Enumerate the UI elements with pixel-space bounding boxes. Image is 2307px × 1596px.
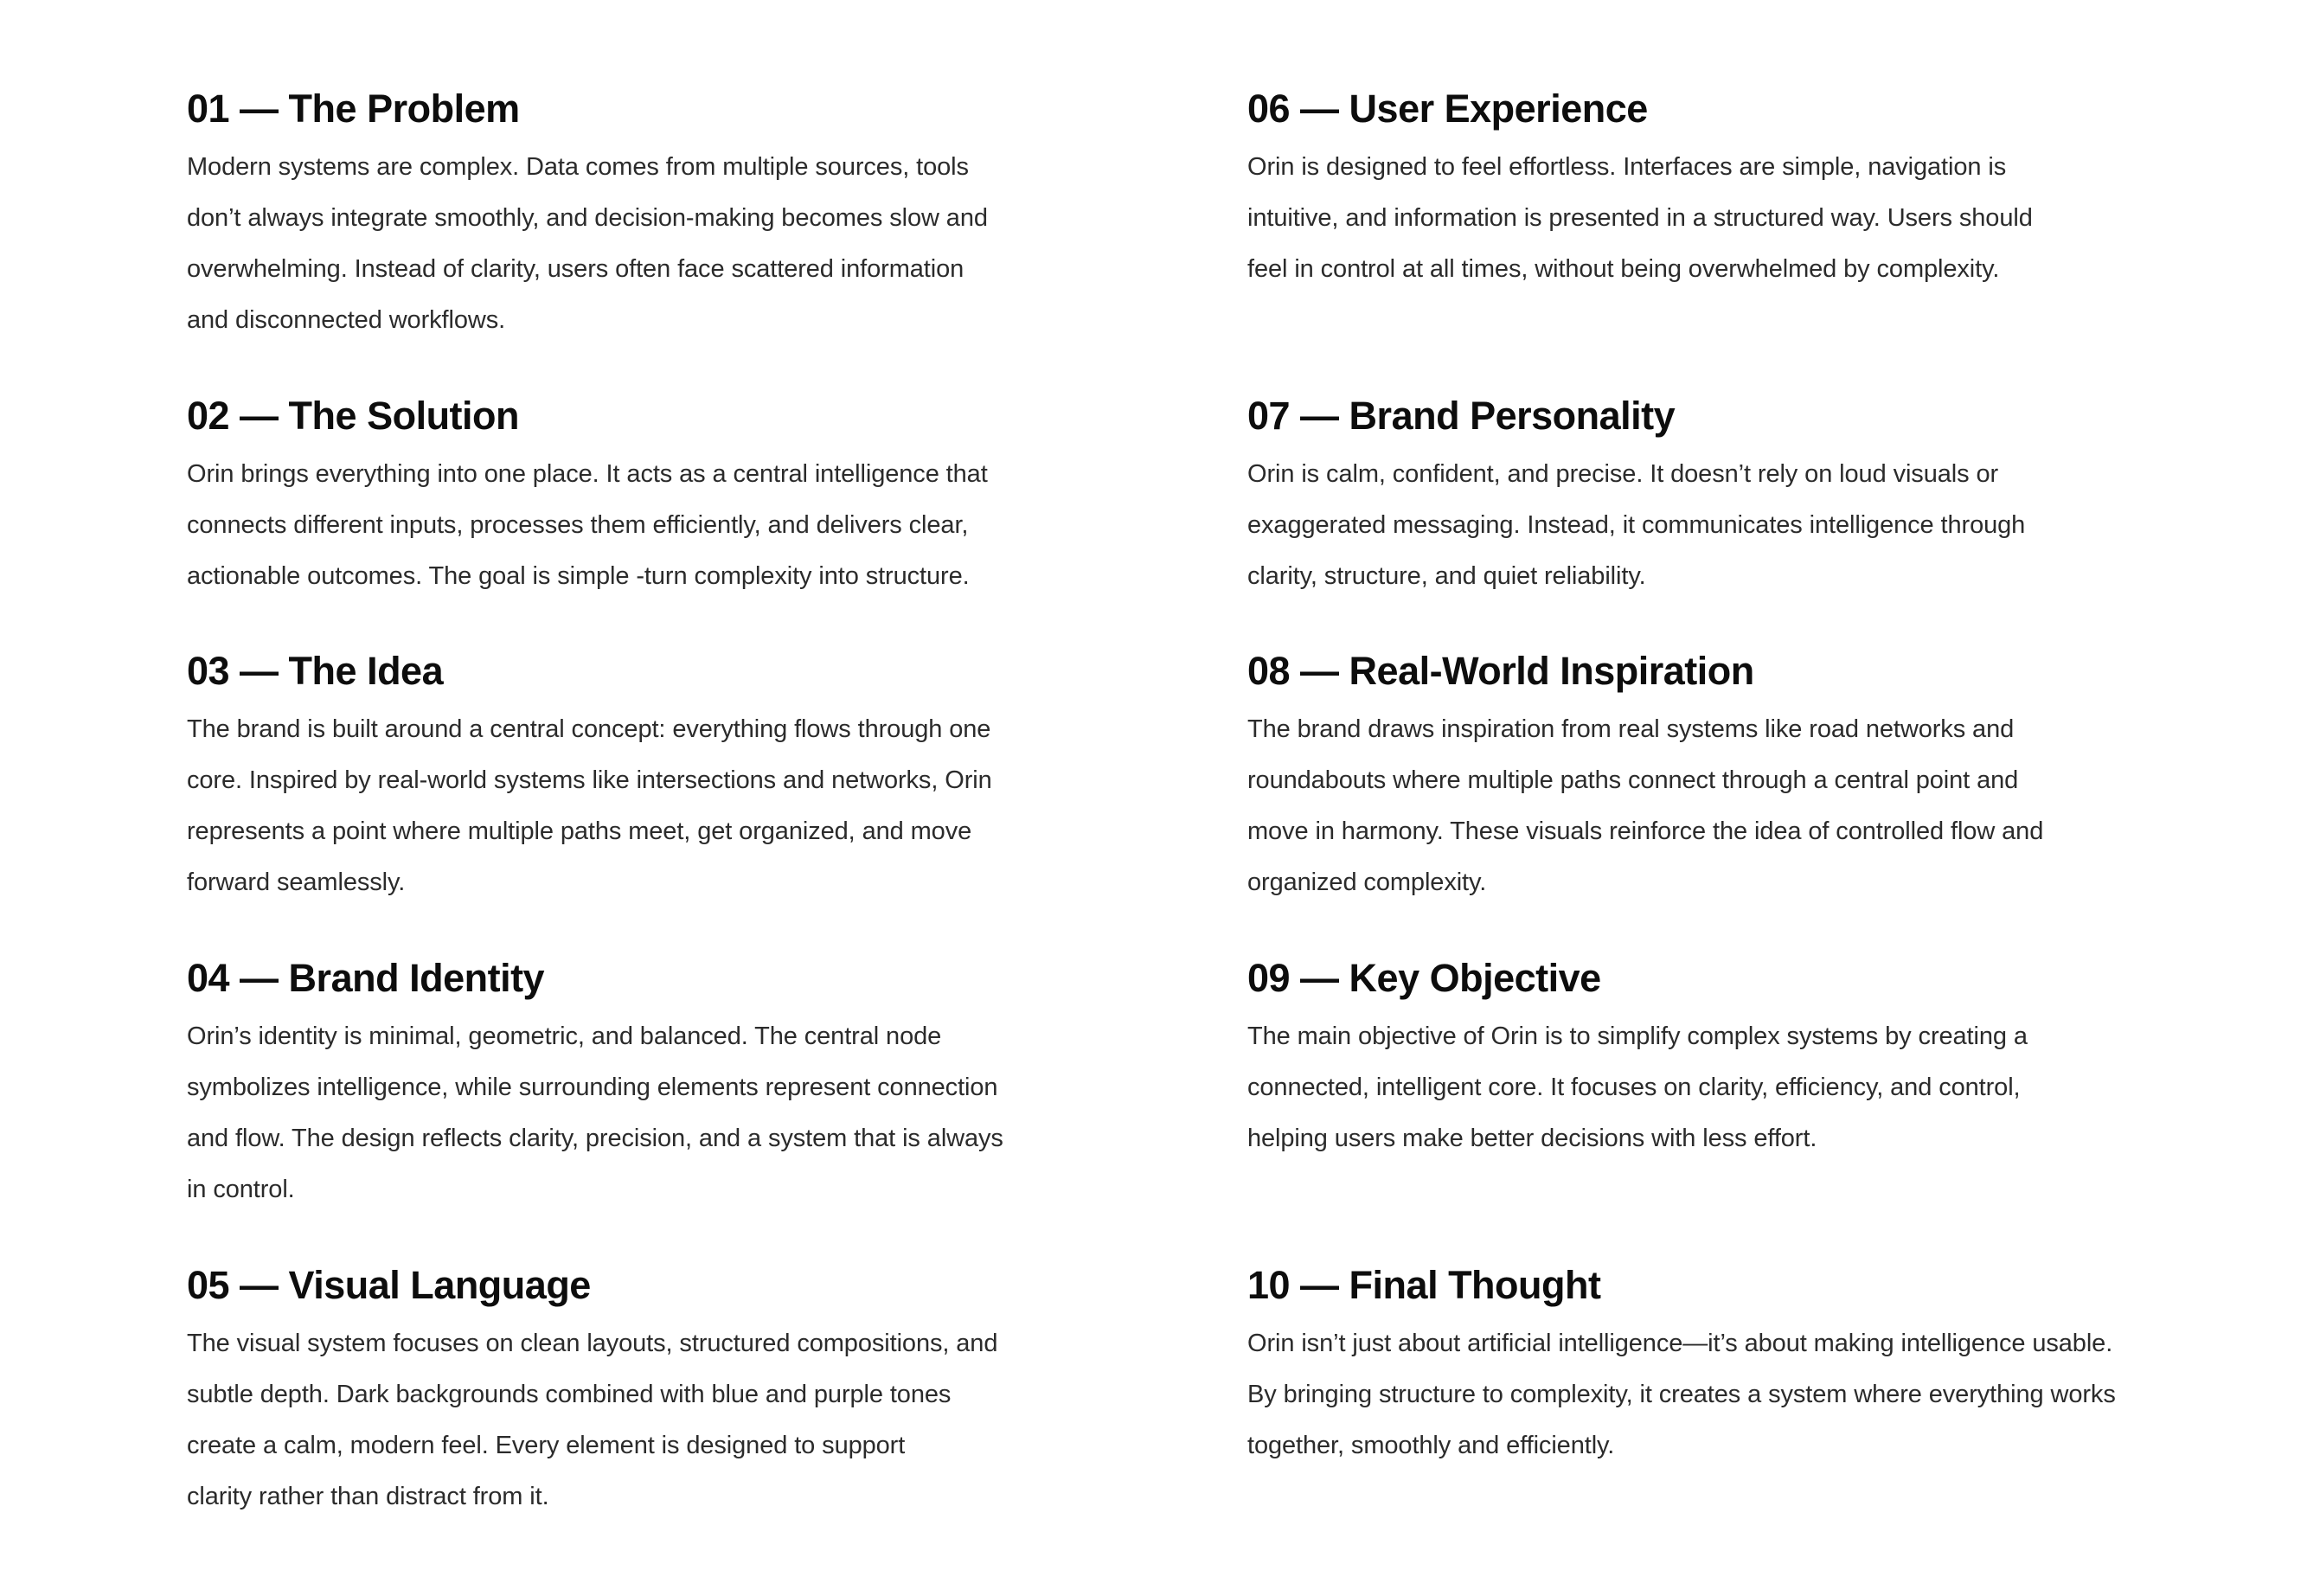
section-the-solution xyxy=(187,394,1035,602)
section-title: 02 — The Solution xyxy=(187,394,520,438)
section-title: 06 — User Experience xyxy=(1247,87,1648,131)
section-visual-language xyxy=(187,1263,1035,1522)
section-body xyxy=(1247,1318,2164,1471)
section-the-idea xyxy=(187,649,1035,908)
body-line: represents a point where multiple paths meet, get organized, and move xyxy=(187,817,972,845)
section-user-experience xyxy=(1247,87,2164,295)
body-line: connected, intelligent core. It focuses on clarity, efficiency, and control, xyxy=(1247,1074,2021,1101)
body-line: Orin’s identity is minimal, geometric, and balanced. The central node xyxy=(187,1022,942,1050)
body-line: clarity, structure, and quiet reliability. xyxy=(1247,562,1646,590)
section-title: 10 — Final Thought xyxy=(1247,1263,1601,1307)
body-line: Orin is designed to feel effortless. Interfaces are simple, navigation is xyxy=(1247,153,2007,181)
section-body xyxy=(1247,142,2164,295)
body-line: helping users make better decisions with less effort. xyxy=(1247,1125,1817,1152)
body-line: forward seamlessly. xyxy=(187,869,406,896)
body-line: symbolizes intelligence, while surrounding elements represent connection xyxy=(187,1074,998,1101)
body-line: The main objective of Orin is to simplify complex systems by creating a xyxy=(1247,1022,2028,1050)
body-line: Orin is calm, confident, and precise. It doesn’t rely on loud visuals or xyxy=(1247,460,1999,488)
section-body xyxy=(1247,704,2164,908)
body-line: By bringing structure to complexity, it creates a system where everything works xyxy=(1247,1381,2116,1408)
section-body xyxy=(1247,1011,2164,1164)
body-line: The brand draws inspiration from real systems like road networks and xyxy=(1247,715,2015,743)
body-line: exaggerated messaging. Instead, it communicates intelligence through xyxy=(1247,511,2026,539)
body-line: roundabouts where multiple paths connect through a central point and xyxy=(1247,766,2019,794)
body-line: together, smoothly and efficiently. xyxy=(1247,1432,1615,1459)
body-line: create a calm, modern feel. Every element is designed to support xyxy=(187,1432,906,1459)
body-line: The brand is built around a central concept: everything flows through one xyxy=(187,715,991,743)
section-title: 01 — The Problem xyxy=(187,87,520,131)
body-line: clarity rather than distract from it. xyxy=(187,1483,549,1510)
body-line: and flow. The design reflects clarity, precision, and a system that is always xyxy=(187,1125,1003,1152)
body-line: overwhelming. Instead of clarity, users often face scattered information xyxy=(187,255,964,283)
section-real-world-inspiration xyxy=(1247,649,2164,908)
section-body xyxy=(1247,449,2164,602)
section-brand-personality xyxy=(1247,394,2164,602)
body-line: core. Inspired by real-world systems like intersections and networks, Orin xyxy=(187,766,992,794)
section-body xyxy=(187,1011,1035,1215)
body-line: Modern systems are complex. Data comes from multiple sources, tools xyxy=(187,153,969,181)
body-line: intuitive, and information is presented in a structured way. Users should xyxy=(1247,204,2033,232)
section-key-objective xyxy=(1247,956,2164,1164)
body-line: feel in control at all times, without being overwhelmed by complexity. xyxy=(1247,255,2000,283)
section-title: 08 — Real-World Inspiration xyxy=(1247,649,1754,693)
body-line: don’t always integrate smoothly, and decision-making becomes slow and xyxy=(187,204,988,232)
section-body xyxy=(187,142,1035,346)
section-title: 04 — Brand Identity xyxy=(187,956,545,1000)
body-line: move in harmony. These visuals reinforce the idea of controlled flow and xyxy=(1247,817,2044,845)
section-title: 05 — Visual Language xyxy=(187,1263,591,1307)
body-line: in control. xyxy=(187,1176,295,1203)
section-the-problem xyxy=(187,87,1035,346)
section-brand-identity xyxy=(187,956,1035,1215)
body-line: subtle depth. Dark backgrounds combined with blue and purple tones xyxy=(187,1381,952,1408)
section-title: 09 — Key Objective xyxy=(1247,956,1601,1000)
body-line: actionable outcomes. The goal is simple -turn complexity into structure. xyxy=(187,562,970,590)
body-line: Orin isn’t just about artificial intelligence—it’s about making intelligence usable. xyxy=(1247,1330,2113,1357)
section-body xyxy=(187,449,1035,602)
body-line: Orin brings everything into one place. It acts as a central intelligence that xyxy=(187,460,988,488)
body-line: organized complexity. xyxy=(1247,869,1487,896)
section-body xyxy=(187,704,1035,908)
body-line: The visual system focuses on clean layouts, structured compositions, and xyxy=(187,1330,998,1357)
section-body xyxy=(187,1318,1035,1522)
section-title: 03 — The Idea xyxy=(187,649,444,693)
section-title: 07 — Brand Personality xyxy=(1247,394,1676,438)
section-final-thought xyxy=(1247,1263,2164,1471)
body-line: and disconnected workflows. xyxy=(187,306,506,334)
body-line: connects different inputs, processes them efficiently, and delivers clear, xyxy=(187,511,969,539)
